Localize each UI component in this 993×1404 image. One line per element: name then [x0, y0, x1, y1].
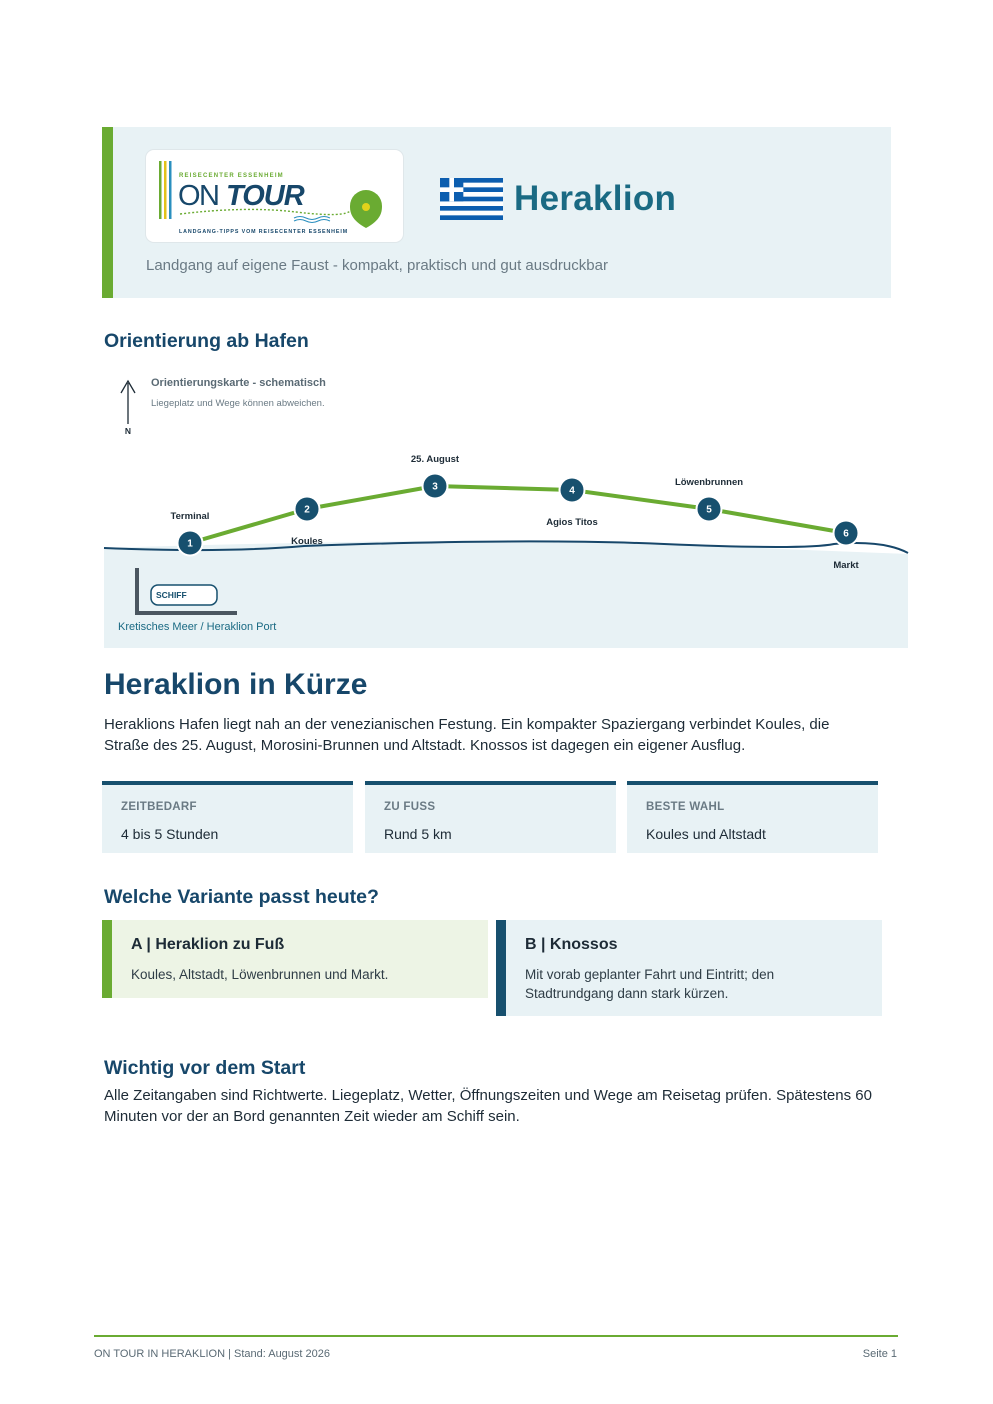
sea-label: Kretisches Meer / Heraklion Port [118, 621, 277, 633]
kpi-label: BESTE WAHL [646, 801, 725, 813]
orientation-map [104, 368, 908, 648]
variant-bar [102, 920, 112, 998]
important-text: Alle Zeitangaben sind Richtwerte. Liegeplatz, Wetter, Öffnungszeiten und Wege am Reisetag prüfen. Spätestens 60 Minuten vor der an Bord genannten Zeit wieder am Schiff sein. [104, 1087, 872, 1125]
stop-label: Agios Titos [546, 517, 598, 528]
variants-heading: Welche Variante passt heute? [104, 886, 379, 908]
stop-number: 5 [706, 504, 712, 516]
footer-divider [94, 1335, 898, 1337]
kpi-card [627, 781, 878, 853]
kpi-label: ZEITBEDARF [121, 801, 197, 813]
stop-label: 25. August [410, 454, 460, 465]
stop-number: 6 [843, 528, 849, 540]
greece-flag-icon [440, 178, 503, 220]
stop-number: 1 [187, 538, 193, 550]
stop-label: Markt [833, 560, 859, 571]
variant-card-a [102, 920, 488, 998]
route-line [190, 486, 846, 543]
map-title: Orientierungskarte - schematisch [151, 377, 326, 389]
header-banner [102, 127, 891, 298]
stop-label: Koules [291, 536, 323, 547]
page-number: Seite 1 [862, 1348, 897, 1360]
logo-bottom-line: LANDGANG-TIPPS VOM REISECENTER ESSENHEIM [179, 229, 349, 235]
kpi-card [365, 781, 616, 853]
variant-title: A | Heraklion zu Fuß [131, 936, 285, 953]
ship-label: SCHIFF [156, 590, 187, 600]
variant-bar [496, 920, 506, 1016]
kpi-value: Koules und Altstadt [646, 826, 766, 842]
ontour-logo [146, 150, 403, 242]
stop-label: Terminal [170, 511, 210, 522]
stop-number: 4 [569, 485, 575, 497]
summary-text: Heraklions Hafen liegt nah an der venezianischen Festung. Ein kompakter Spaziergang verbindet Koules, die Straße des 25. August, Morosini-Brunnen und Altstadt. Knossos ist dagegen ein eigener Ausflug. [104, 716, 830, 754]
page-title: Heraklion [514, 179, 677, 218]
footer-left: ON TOUR IN HERAKLION | Stand: August 2026 [94, 1348, 331, 1360]
kpi-value: Rund 5 km [384, 826, 452, 842]
north-label: N [124, 426, 132, 436]
stop-number: 2 [304, 504, 310, 516]
orientation-heading: Orientierung ab Hafen [104, 330, 309, 352]
variant-title: B | Knossos [525, 936, 618, 953]
kpi-card [102, 781, 353, 853]
north-arrow-icon [121, 381, 135, 424]
kpi-value: 4 bis 5 Stunden [121, 826, 219, 842]
logo-on: ON [178, 180, 219, 212]
important-heading: Wichtig vor dem Start [104, 1057, 306, 1079]
stop-number: 3 [432, 481, 438, 493]
tagline: Landgang auf eigene Faust - kompakt, praktisch und gut ausdruckbar [146, 257, 608, 274]
summary-heading: Heraklion in Kürze [104, 668, 368, 701]
variant-text: Koules, Altstadt, Löwenbrunnen und Markt. [131, 967, 389, 982]
accent-bar [102, 127, 113, 298]
map-note: Liegeplatz und Wege können abweichen. [151, 398, 325, 409]
location-pin-icon [350, 190, 382, 228]
logo-tour: TOUR [226, 180, 304, 212]
variant-card-b [496, 920, 882, 1016]
kpi-label: ZU FUSS [384, 801, 436, 813]
variant-text: Mit vorab geplanter Fahrt und Eintritt; den Stadtrundgang dann stark kürzen. [525, 967, 775, 1001]
stop-label: Löwenbrunnen [674, 477, 744, 488]
logo-top-line: REISECENTER ESSENHEIM [179, 173, 284, 179]
